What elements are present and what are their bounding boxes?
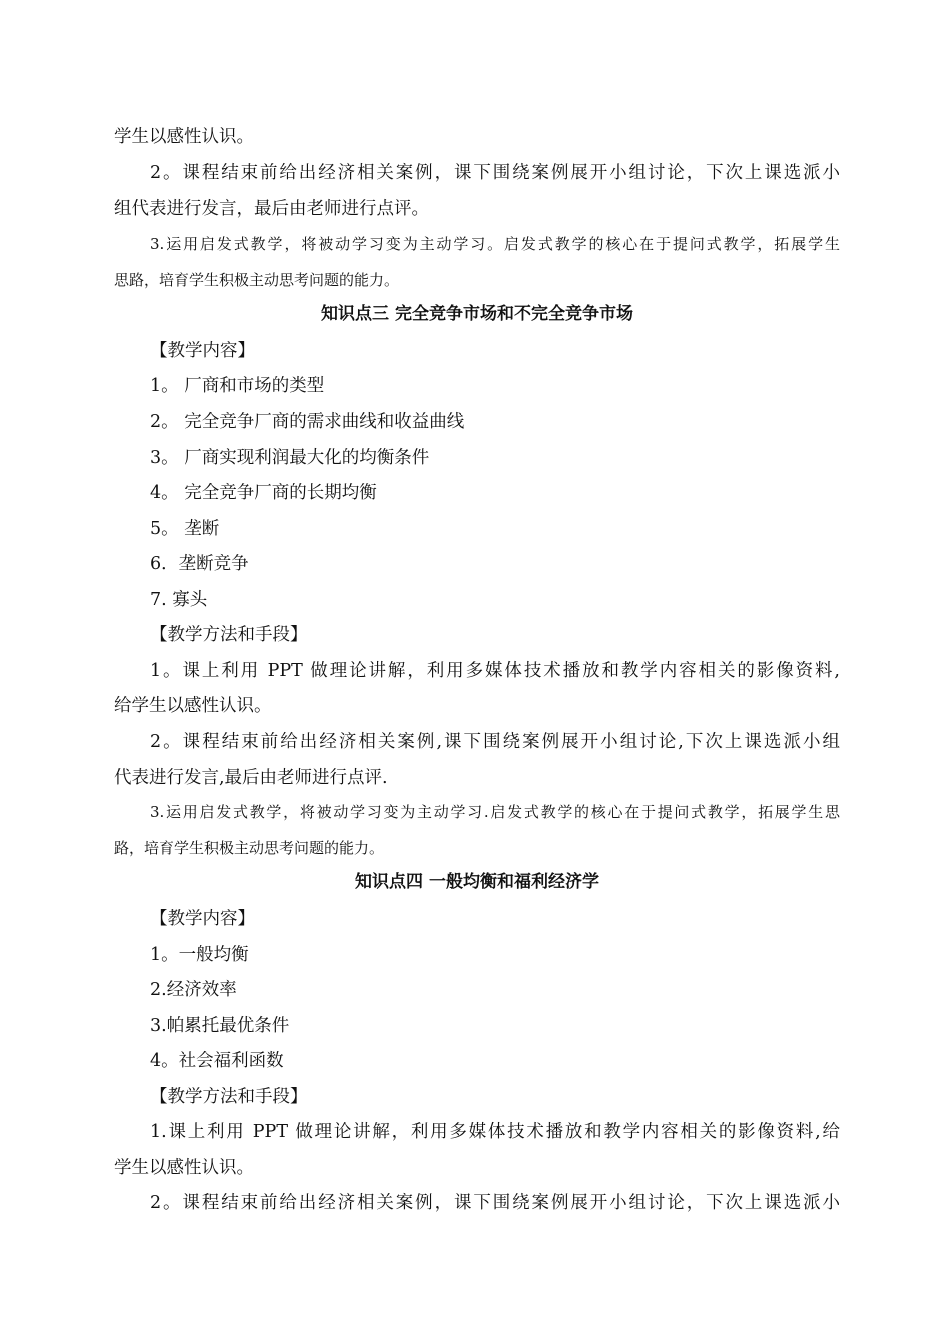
list-item: 2.经济效率 — [150, 980, 237, 1000]
list-item: 4。社会福利函数 — [150, 1051, 284, 1071]
list-item: 1。一般均衡 — [150, 945, 249, 965]
paragraph-line: 学生以感性认识。 — [114, 1158, 254, 1178]
paragraph-line: 路，培育学生积极主动思考问题的能力。 — [114, 839, 385, 857]
paragraph-line: 1.课上利用 PPT 做理论讲解，利用多媒体技术播放和教学内容相关的影像资料,给 — [150, 1122, 840, 1142]
paragraph-line: 组代表进行发言，最后由老师进行点评。 — [114, 199, 429, 219]
list-item: 2。 完全竞争厂商的需求曲线和收益曲线 — [150, 412, 465, 432]
list-item: 3.帕累托最优条件 — [150, 1016, 290, 1036]
paragraph-line: 3.运用启发式教学，将被动学习变为主动学习。启发式教学的核心在于提问式教学，拓展学生 — [150, 235, 840, 253]
section-heading: 知识点三 完全竞争市场和不完全竞争市场 — [321, 304, 633, 324]
paragraph-line: 学生以感性认识。 — [114, 127, 254, 147]
paragraph-line: 代表进行发言,最后由老师进行点评. — [114, 768, 388, 788]
list-item: 4。 完全竞争厂商的长期均衡 — [150, 483, 377, 503]
subsection-label: 【教学内容】 — [150, 341, 255, 361]
list-item: 1。 厂商和市场的类型 — [150, 376, 325, 396]
subsection-label: 【教学内容】 — [150, 909, 255, 929]
paragraph-line: 给学生以感性认识。 — [114, 696, 272, 716]
paragraph-line: 1。课上利用 PPT 做理论讲解，利用多媒体技术播放和教学内容相关的影像资料, — [150, 661, 840, 681]
subsection-label: 【教学方法和手段】 — [150, 1087, 308, 1107]
list-item: 3。 厂商实现利润最大化的均衡条件 — [150, 448, 430, 468]
paragraph-line: 思路，培育学生积极主动思考问题的能力。 — [114, 271, 400, 289]
paragraph-line: 3.运用启发式教学，将被动学习变为主动学习.启发式教学的核心在于提问式教学，拓展学生思 — [150, 803, 840, 821]
paragraph-line: 2。课程结束前给出经济相关案例,课下围绕案例展开小组讨论,下次上课选派小组 — [150, 732, 840, 752]
list-item: 7. 寡头 — [150, 590, 208, 610]
list-item: 6．垄断竞争 — [150, 554, 249, 574]
subsection-label: 【教学方法和手段】 — [150, 625, 308, 645]
section-heading: 知识点四 一般均衡和福利经济学 — [355, 872, 599, 892]
paragraph-line: 2。课程结束前给出经济相关案例，课下围绕案例展开小组讨论，下次上课选派小 — [150, 163, 840, 183]
paragraph-line: 2。课程结束前给出经济相关案例，课下围绕案例展开小组讨论，下次上课选派小 — [150, 1193, 840, 1213]
list-item: 5。 垄断 — [150, 519, 220, 539]
